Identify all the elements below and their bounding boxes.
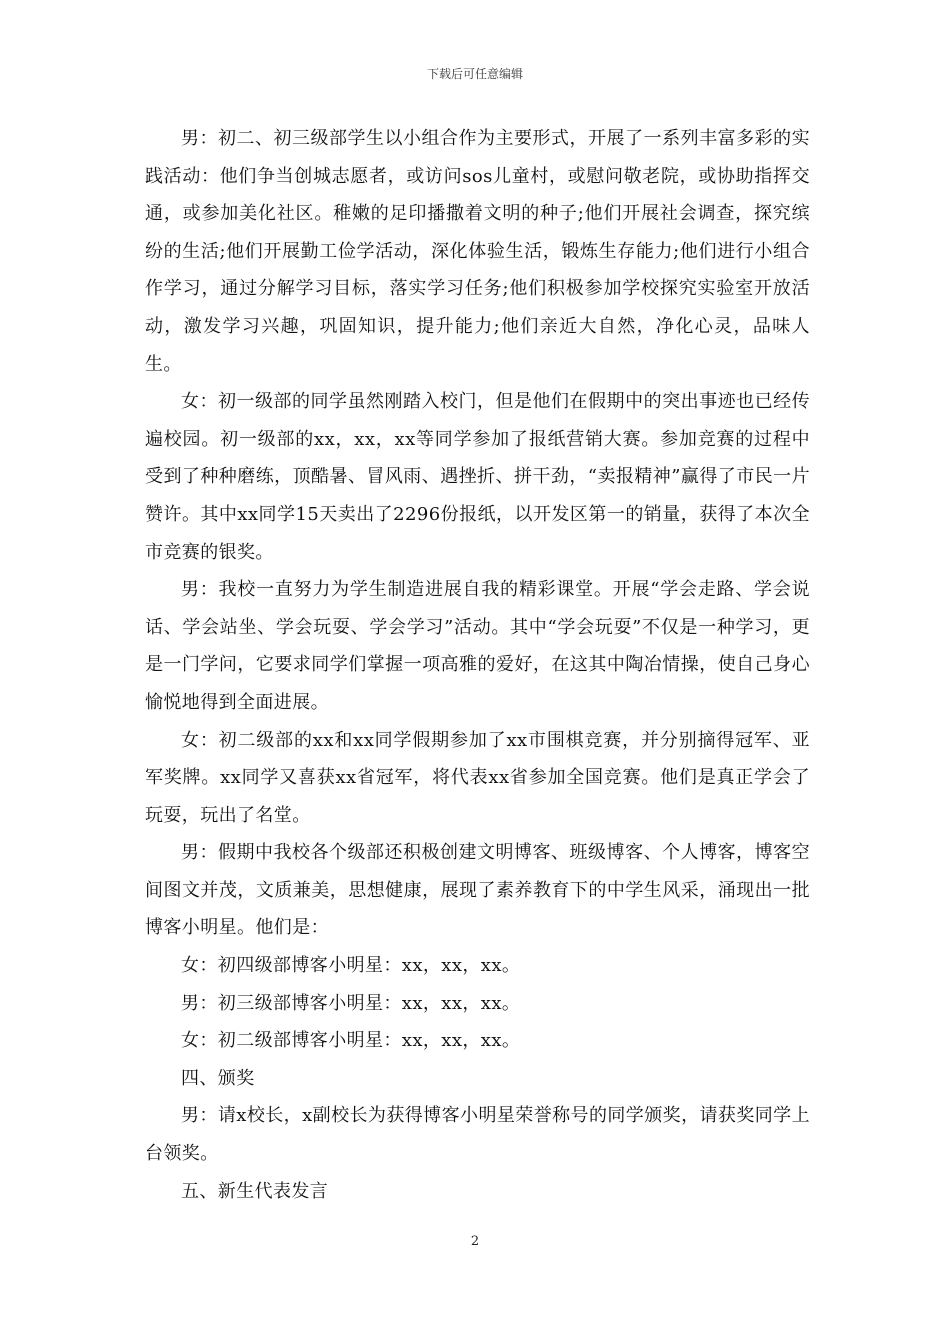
paragraph-grade1-newspaper-contest: 女：初一级部的同学虽然刚踏入校门，但是他们在假期中的突出事迹也已经传遍校园。初一级部的xx，xx，xx等同学参加了报纸营销大赛。参加竞赛的过程中受到了种种磨练，顶酷暑、冒风雨、遇挫折、拼干劲，“卖报精神”赢得了市民一片赞许。其中xx同学15天卖出了2296份报纸，以开发区第一的销量，获得了本次全市竞赛的银奖。 <box>145 391 810 563</box>
paragraph-blog-creation: 男：假期中我校各个级部还积极创建文明博客、班级博客、个人博客，博客空间图文并茂，文质兼美，思想健康，展现了素养教育下的中学生风采，涌现出一批博客小明星。他们是： <box>145 842 810 939</box>
paragraph-award-presentation: 男：请x校长，x副校长为获得博客小明星荣誉称号的同学颁奖，请获奖同学上台领奖。 <box>145 1105 810 1165</box>
paragraph-go-competition: 女：初二级部的xx和xx同学假期参加了xx市围棋竞赛，并分别摘得冠军、亚军奖牌。xx同学又喜获xx省冠军，将代表xx省参加全国竞赛。他们是真正学会了玩耍，玩出了名堂。 <box>145 729 810 826</box>
page-number: 2 <box>470 1234 480 1249</box>
document-body <box>145 120 810 1210</box>
paragraph-grade2-blog-stars: 女：初二级部博客小明星：xx，xx，xx。 <box>181 1030 521 1052</box>
paragraph-grade3-blog-stars: 男：初三级部博客小明星：xx，xx，xx。 <box>181 992 521 1014</box>
page-header: 下载后可任意编辑 <box>426 67 523 81</box>
section-heading-awards: 四、颁奖 <box>181 1067 255 1089</box>
paragraph-boys-practice-activities: 男：初二、初三级部学生以小组合作为主要形式，开展了一系列丰富多彩的实践活动：他们争当创城志愿者，或访问sos儿童村，或慰问敬老院，或协助指挥交通，或参加美化社区。稚嫩的足印播撒着文明的种子;他们开展社会调查，探究缤纷的生活;他们开展勤工俭学活动，深化体验生活，锻炼生存能力;他们进行小组合作学习，通过分解学习目标，落实学习任务;他们积极参加学校探究实验室开放活动，激发学习兴趣，巩固知识，提升能力;他们亲近大自然，净化心灵，品味人生。 <box>145 128 810 375</box>
paragraph-school-classroom: 男：我校一直努力为学生制造进展自我的精彩课堂。开展“学会走路、学会说话、学会站坐、学会玩耍、学会学习”活动。其中“学会玩耍”不仅是一种学习，更是一门学问，它要求同学们掌握一项高雅的爱好，在这其中陶冶情操，使自己身心愉悦地得到全面进展。 <box>145 579 810 713</box>
section-heading-new-student-speech: 五、新生代表发言 <box>181 1180 329 1202</box>
paragraph-grade4-blog-stars: 女：初四级部博客小明星：xx，xx，xx。 <box>181 955 521 977</box>
